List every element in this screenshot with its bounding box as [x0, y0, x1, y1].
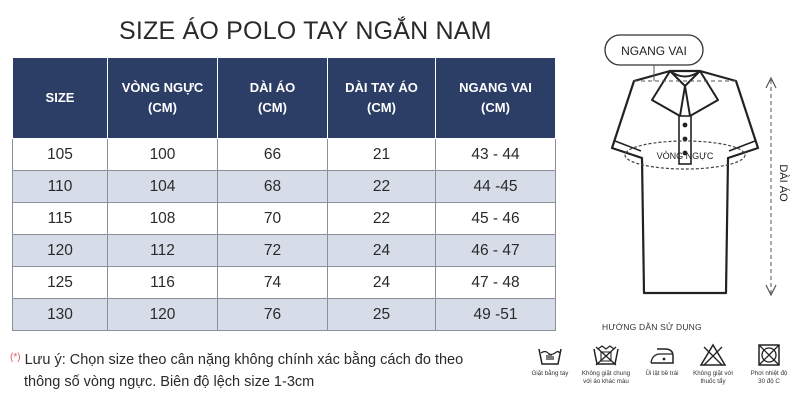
header-chest: VÒNG NGỰC (CM) — [108, 58, 218, 139]
cell-chest: 104 — [108, 171, 218, 203]
cell-length: 72 — [218, 235, 328, 267]
table-row — [13, 203, 556, 235]
care-item-no-bleach: Không giặt với thuốc tẩy — [681, 343, 745, 385]
no-tumble-dry-icon — [756, 343, 782, 367]
do-not-wash-together-icon — [592, 343, 620, 367]
table-row — [13, 171, 556, 203]
cell-size: 125 — [13, 267, 108, 299]
cell-size: 105 — [13, 139, 108, 171]
note-line1: Lưu ý: Chọn size theo cân nặng không chính xác bằng cách đo theo — [24, 352, 464, 368]
cell-chest: 112 — [108, 235, 218, 267]
iron-reverse-icon — [648, 343, 676, 367]
header-length: DÀI ÁO (CM) — [218, 58, 328, 139]
button-icon — [683, 123, 688, 128]
cell-size: 120 — [13, 235, 108, 267]
care-item-hand-wash: Giặt bằng tay — [518, 343, 582, 378]
cell-length: 70 — [218, 203, 328, 235]
chest-label: VÒNG NGỰC — [656, 151, 714, 161]
cell-sleeve: 25 — [328, 299, 436, 331]
cell-length: 76 — [218, 299, 328, 331]
cell-shoulder: 46 - 47 — [436, 235, 556, 267]
cell-size: 110 — [13, 171, 108, 203]
shoulder-label: NGANG VAI — [621, 44, 687, 58]
header-sleeve: DÀI TAY ÁO (CM) — [328, 58, 436, 139]
cell-sleeve: 22 — [328, 203, 436, 235]
care-item-dry: Phơi nhiệt độ 30 độ C — [737, 343, 801, 385]
cell-shoulder: 44 -45 — [436, 171, 556, 203]
cell-chest: 120 — [108, 299, 218, 331]
no-bleach-icon — [699, 343, 727, 367]
table-header-row — [13, 58, 556, 139]
cell-chest: 100 — [108, 139, 218, 171]
shirt-body — [612, 71, 758, 293]
header-shoulder: NGANG VAI (CM) — [436, 58, 556, 139]
polo-shirt-diagram — [580, 28, 795, 313]
note-line2: thông số vòng ngực. Biên độ lệch size 1-3cm — [24, 374, 315, 390]
cell-chest: 116 — [108, 267, 218, 299]
care-title: HƯỚNG DẪN SỬ DỤNG — [602, 322, 702, 332]
cell-shoulder: 43 - 44 — [436, 139, 556, 171]
cell-sleeve: 22 — [328, 171, 436, 203]
cell-length: 66 — [218, 139, 328, 171]
care-item-separate-wash: Không giặt chung với áo khác màu — [574, 343, 638, 385]
table-row — [13, 235, 556, 267]
header-size: SIZE — [13, 58, 108, 139]
cell-sleeve: 24 — [328, 235, 436, 267]
table-row — [13, 267, 556, 299]
cell-sleeve: 21 — [328, 139, 436, 171]
size-table — [12, 57, 556, 331]
care-item-iron: Ủi lật bề trái — [630, 343, 694, 378]
cell-length: 68 — [218, 171, 328, 203]
size-note — [10, 349, 480, 393]
cell-sleeve: 24 — [328, 267, 436, 299]
cell-chest: 108 — [108, 203, 218, 235]
cell-size: 130 — [13, 299, 108, 331]
cell-shoulder: 45 - 46 — [436, 203, 556, 235]
hand-wash-icon — [537, 343, 563, 367]
page-title: SIZE ÁO POLO TAY NGẮN NAM — [119, 17, 492, 45]
length-label: DÀI ÁO — [777, 164, 789, 202]
cell-length: 74 — [218, 267, 328, 299]
cell-size: 115 — [13, 203, 108, 235]
note-mark: (*) — [10, 352, 21, 363]
table-row — [13, 139, 556, 171]
cell-shoulder: 49 -51 — [436, 299, 556, 331]
table-row — [13, 299, 556, 331]
cell-shoulder: 47 - 48 — [436, 267, 556, 299]
